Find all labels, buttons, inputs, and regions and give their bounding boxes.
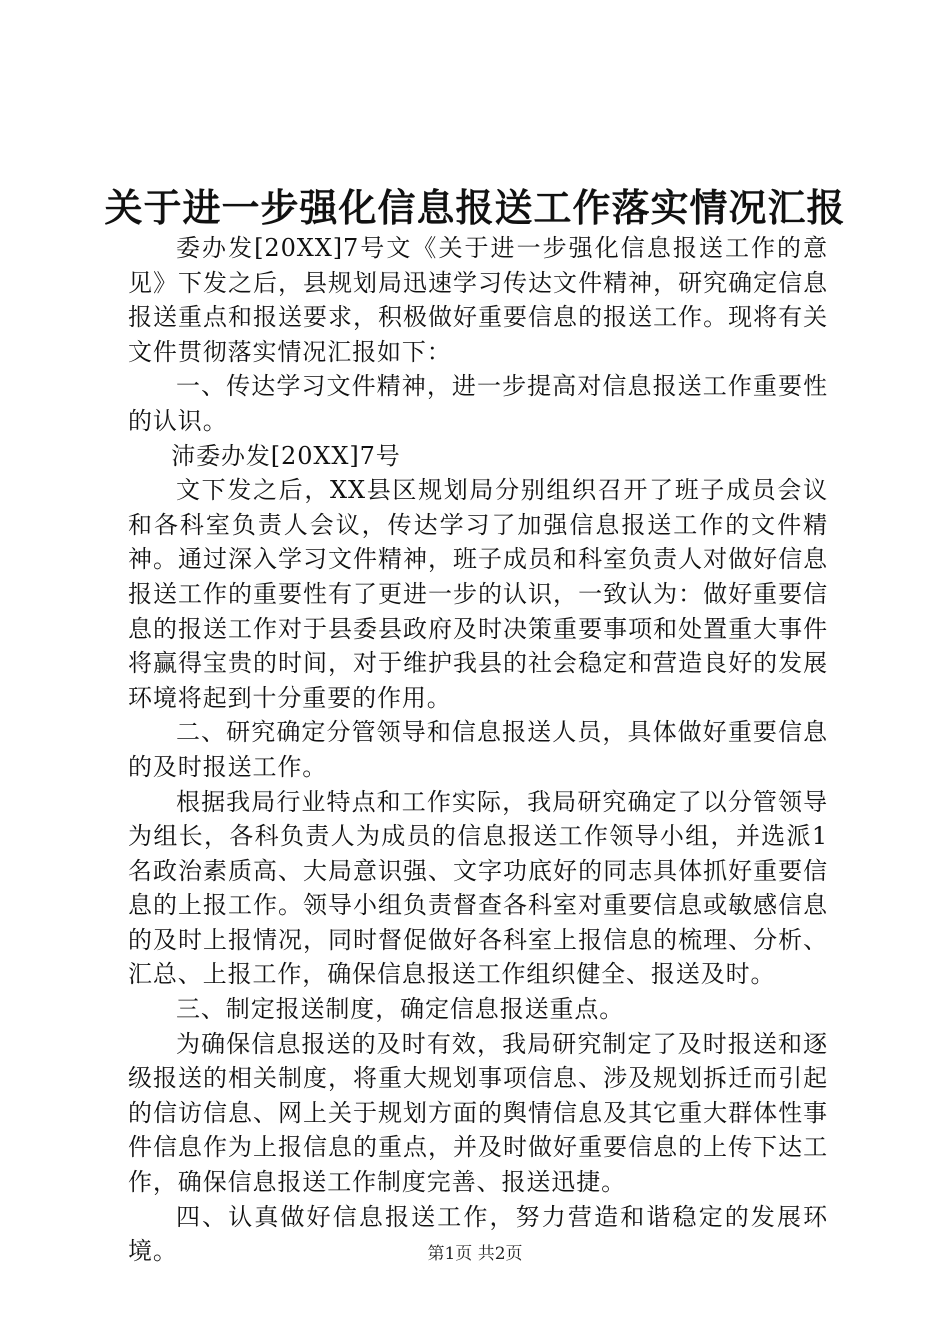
- paragraph-section-3-body: 为确保信息报送的及时有效，我局研究制定了及时报送和逐级报送的相关制度，将重大规划事项信息、涉及规划拆迁而引起的信访信息、网上关于规划方面的舆情信息及其它重大群体性事件信息作为上报信息的重点，并及时做好重要信息的上传下达工作，确保信息报送工作制度完善、报送迅捷。: [128, 1029, 828, 1197]
- page-number-footer: 第1页 共2页: [427, 1244, 523, 1264]
- paragraph-section-2-body: 根据我局行业特点和工作实际，我局研究确定了以分管领导为组长，各科负责人为成员的信息报送工作领导小组，并选派1名政治素质高、大局意识强、文字功底好的同志具体抓好重要信息的上报工作。领导小组负责督查各科室对重要信息或敏感信息的及时上报情况，同时督促做好各科室上报信息的梳理、分析、汇总、上报工作，确保信息报送工作组织健全、报送及时。: [128, 787, 828, 989]
- paragraph-section-4-heading: 四、认真做好信息报送工作，努力营造和谐稳定的发展环境。: [128, 1202, 828, 1266]
- document-title: 关于进一步强化信息报送工作落实情况汇报: [104, 185, 846, 230]
- paragraph-section-3-heading: 三、制定报送制度，确定信息报送重点。: [176, 995, 625, 1024]
- paragraph-section-1-body: 文下发之后，XX县区规划局分别组织召开了班子成员会议和各科室负责人会议，传达学习了加强信息报送工作的文件精神。通过深入学习文件精神，班子成员和科室负责人对做好信息报送工作的重要性有了更进一步的认识，一致认为：做好重要信息的报送工作对于县委县政府及时决策重要事项和处置重大事件将赢得宝贵的时间，对于维护我县的社会稳定和营造良好的发展环境将起到十分重要的作用。: [128, 476, 828, 712]
- document-body: [128, 231, 828, 1269]
- paragraph-section-1-heading: 一、传达学习文件精神，进一步提高对信息报送工作重要性的认识。: [128, 372, 828, 435]
- paragraph-document-number: 沛委办发[20XX]7号: [171, 441, 401, 470]
- paragraph-intro: 委办发[20XX]7号文《关于进一步强化信息报送工作的意见》下发之后，县规划局迅速学习传达文件精神，研究确定信息报送重点和报送要求，积极做好重要信息的报送工作。现将有关文件贯彻落实情况汇报如下：: [128, 234, 828, 366]
- paragraph-section-2-heading: 二、研究确定分管领导和信息报送人员，具体做好重要信息的及时报送工作。: [128, 718, 828, 781]
